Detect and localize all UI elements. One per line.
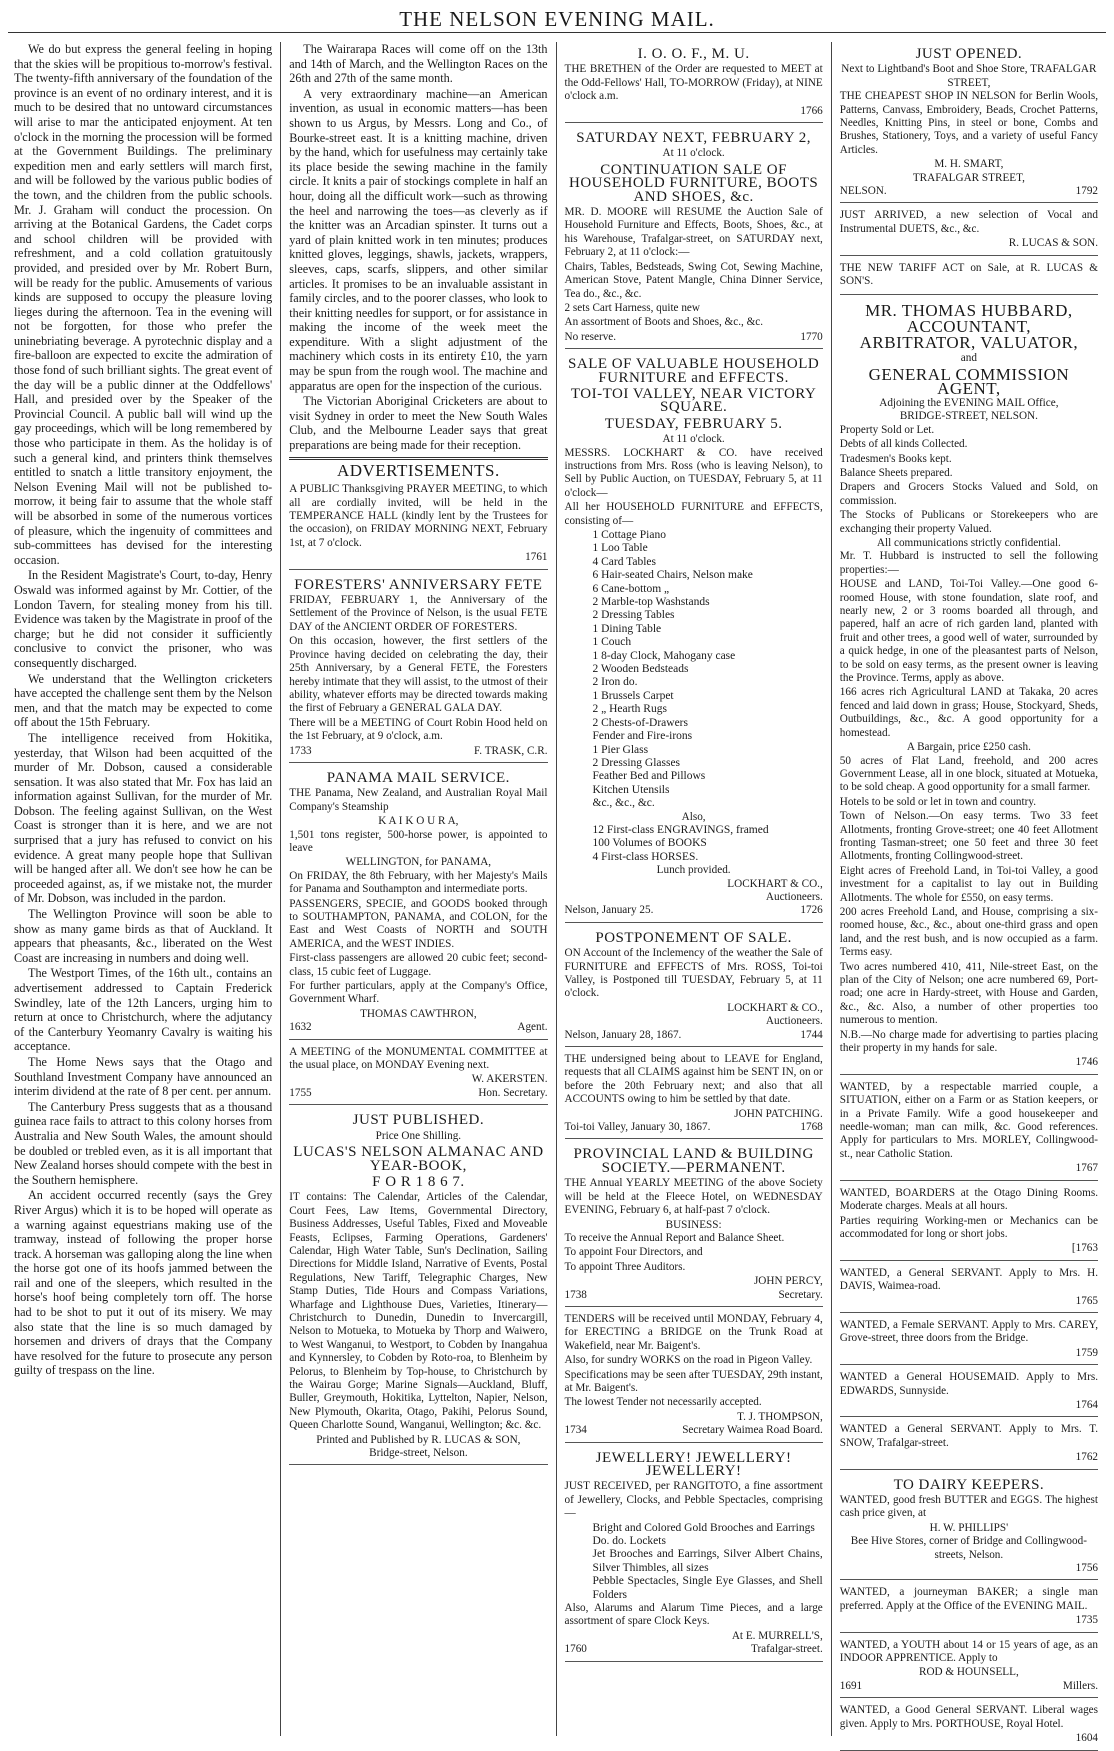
ad-number: 1768 — [800, 1121, 823, 1134]
ad-address: BRIDGE-STREET, NELSON. — [899, 410, 1038, 423]
ad-provincial-society — [565, 1142, 823, 1306]
list-item: 2 Iron do. — [592, 676, 638, 689]
ad-text: PASSENGERS, SPECIE, and GOODS booked through to SOUTHAMPTON, PANAMA, and COLON, for the East and West Coasts of NORTH and SOUTH AMERICA, and the WEST INDIES. — [289, 897, 548, 950]
ad-number: 1766 — [800, 104, 823, 117]
ad-household-sale — [565, 352, 823, 923]
list-item: &c., &c., &c. — [592, 797, 655, 810]
ad-text: WANTED, a YOUTH about 14 or 15 years of age, as an INDOOR APPRENTICE. Apply to — [839, 1638, 1098, 1665]
list-item: 2 „ Hearth Rugs — [592, 703, 667, 716]
ad-number: 1744 — [800, 1028, 823, 1041]
ad-number: 1760 — [564, 1643, 587, 1656]
list-item: Feather Bed and Pillows — [592, 770, 706, 783]
ad-text: THE NEW TARIFF ACT on Sale, at R. LUCAS & SON'S. — [839, 261, 1098, 288]
ad-role: Agent. — [517, 1021, 548, 1034]
ad-tenders — [565, 1310, 823, 1443]
ad-text: On this occasion, however, the first settlers of the Province having decided on celebrating the day, their 25th Anniversary, by a General FETE, the Foresters hereby intimate that they will assist, to the utmost of their ability, whatever efforts may be directed towards making the first of February a GENERAL GALA DAY. — [289, 635, 548, 715]
ad-subtitle: CONTINUATION SALE OF HOUSEHOLD FURNITURE, BOOTS AND SHOES, &c. — [568, 161, 819, 205]
almanac-year: F O R 1 8 6 7. — [372, 1173, 465, 1190]
ad-text: To appoint Four Directors, and — [564, 1246, 703, 1259]
service-item: Property Sold or Let. — [839, 423, 935, 436]
article-paragraph: A very extraordinary machine—an American invention, as usual in economic matters—has been shown to us Argus, by Messrs. Long and Co., of Bourke-street east. It is a knitting machine, driven by the hand, which for usefulness may certainly take its place beside the sewing machine in the family circle. It knits a pair of stockings complete in half an hour, doing all the difficult work—such as throwing the heel and narrowing the toes—as cleverly as if the knitter was an Arcadian spinster. It turns out a yard of plain knitted work in ten minutes; produces knitted gloves, leggings, shawls, jackets, wrappers, sleeves, caps, scarfs, slippers, and other similar articles. It promises to be an invaluable assistant in family circles, and to the poorer classes, who look to their knitting needles for support, or for assistance in making the income of the week meet the expenditure. With a slight adjustment of the machinery which costs in its entirety £10, the yarn may be spun from the rough wool. The machine and apparatus are open for the inspection of the curious. — [289, 86, 548, 393]
ad-title: TO DAIRY KEEPERS. — [893, 1476, 1045, 1493]
ad-text: Town of Nelson.—On easy terms. Two 33 feet Allotments, fronting Grove-street; one 40 feet Allotment fronting Tasman-street; one 50 feet and three 30 feet Allotments, fronting Collingwood-street. — [839, 810, 1098, 863]
ad-text: A Bargain, price £250 cash. — [906, 741, 1031, 754]
ad-foresters — [289, 573, 547, 763]
ad-jewellery — [565, 1446, 823, 1662]
divider — [289, 457, 547, 460]
columns — [10, 42, 1106, 1745]
ad-wanted-servant-davis — [840, 1264, 1098, 1313]
ad-number: 1746 — [1075, 1056, 1098, 1069]
ad-text: THE BRETHEN of the Order are requested to MEET at the Odd-Fellows' Hall, TO-MORROW (Friday), at NINE o'clock a.m. — [564, 63, 823, 103]
ad-text: TENDERS will be received until MONDAY, February 4, for ERECTING a BRIDGE on the Trunk Road at Wakefield, near Mr. Baigent's. — [564, 1312, 823, 1352]
ad-role: Auctioneers. — [765, 1015, 823, 1028]
ad-number: 1734 — [564, 1424, 587, 1437]
ad-text: WANTED, a General SERVANT. Apply to Mrs. H. DAVIS, Waimea-road. — [839, 1266, 1098, 1293]
ad-role: Millers. — [1062, 1679, 1098, 1692]
ad-text: Also, for sundry WORKS on the road in Pigeon Valley. — [564, 1354, 813, 1367]
ad-title: I. O. O. F., M. U. — [637, 46, 750, 62]
ad-signature: ROD & HOUNSELL, — [918, 1666, 1019, 1679]
ad-text: Chairs, Tables, Bedsteads, Swing Cot, Sewing Machine, American Stove, Patent Mangle, China Dinner Service, Tea do., &c., &c. — [564, 260, 823, 300]
list-item: Bright and Colored Gold Brooches and Earrings — [592, 1521, 815, 1534]
ad-time: At 11 o'clock. — [662, 433, 725, 446]
ad-text: MR. D. MOORE will RESUME the Auction Sale of Household Furniture and Effects, Boots, Shoes, &c., at his Warehouse, Trafalgar-street, on SATURDAY next, February 2, at 11 o'clock:— — [564, 206, 823, 259]
ad-signature: F. TRASK, C.R. — [473, 744, 548, 757]
ad-text: WANTED a General SERVANT. Apply to Mrs. T. SNOW, Trafalgar-street. — [839, 1423, 1098, 1449]
ad-almanac — [289, 1108, 547, 1465]
ad-number: 1759 — [1075, 1346, 1098, 1359]
ad-text: THE Panama, New Zealand, and Australian Royal Mail Company's Steamship — [289, 787, 548, 813]
jewellery-items — [565, 1522, 823, 1602]
sale-extra-items — [565, 824, 823, 864]
ad-ioof — [565, 42, 823, 123]
list-item: 6 Cane-bottom „ — [592, 582, 670, 595]
ad-number: 1755 — [289, 1086, 312, 1099]
ad-title: JUST OPENED. — [915, 46, 1023, 62]
ad-number: 1691 — [839, 1679, 863, 1692]
service-item: The Stocks of Publicans or Storekeepers who are exchanging their property Valued. — [839, 509, 1098, 535]
profession: ACCOUNTANT, — [906, 316, 1031, 336]
ad-signature: THOMAS CAWTHRON, — [360, 1007, 477, 1020]
ad-town: NELSON. — [839, 185, 887, 198]
ad-title: PROVINCIAL LAND & BUILDING SOCIETY.—PERMANENT. — [573, 1146, 814, 1176]
service-item: Debts of all kinds Collected. — [839, 438, 968, 451]
printer-address: Bridge-street, Nelson. — [369, 1447, 468, 1460]
service-item: Drapers and Grocers Stocks Valued and Sold, on commission. — [839, 481, 1098, 507]
ad-number: 1762 — [1075, 1451, 1098, 1464]
article-paragraph: The Wellington Province will soon be able to show as many game birds as that of Auckland. It appears that pheasants, &c., liberated on the West Coast are increasing in numbers and doing well. — [14, 907, 273, 965]
ad-date: Toi-toi Valley, January 30, 1867. — [564, 1121, 711, 1134]
ad-number: 1733 — [289, 744, 312, 757]
ad-number: 1770 — [800, 330, 823, 343]
ad-text: 50 acres of Flat Land, freehold, and 200 acres Government Lease, all in one block, situated at Motueka, to be sold cheap. A good opportunity for a small farmer. — [839, 754, 1098, 794]
ad-title: POSTPONEMENT OF SALE. — [595, 929, 792, 946]
ad-text: IT contains: The Calendar, Articles of the Calendar, Court Fees, Law Items, Governmental Directory, Business Addresses, Useful Tables, Fixed and Moveable Feasts, Eclipses, Farming Operations, Gardeners' Calendar, High Water Table, Sun's Declination, Sailing Directions for Middle Island, Narrative of Events, Postal Regulations, New Tariff, Telegraphic Charges, New Stamp Duties, Tide Hours and Compass Variations, Wharfage and Lighthouse Dues, Varieties, Itinerary—Christchurch to Dunedin, Dunedin to Invercargill, Nelson to Motueka, to Motueka by Thorp and Waiwero, to West Wanganui, to Westport, to Cobden by Inangahua and Kynnersley, to Cobden by Roto-roa, to Blenheim by Pelorus, to Blenheim by Top-house, to Christchurch by the Wairau Gorge; Marine Signals—Auckland, Bluff, Buller, Greymouth, Hokitika, Lyttelton, Napier, Nelson, New Plymouth, Okarita, Otago, Pakihi, Pelorus Sound, Queen Charlotte Sound, Wanganui, Wellington; &c. &c. — [289, 1191, 548, 1432]
ad-text: HOUSE and LAND, Toi-Toi Valley.—One good 6-roomed House, with stone foundation, slate roof, and nearly new, 2 or 3 rooms boarded all through, and papered, half an acre of rich garden land, planted with fruit and other trees, a good well of water, surrounded by a quick hedge, in one of the pleasantest parts of Nelson, to be sold on easy terms, as the present owner is leaving the Province. Terms, apply as above. — [839, 578, 1098, 685]
ad-date: TUESDAY, FEBRUARY 5. — [604, 415, 783, 432]
also-label: Also, — [681, 810, 706, 823]
ad-text: FRIDAY, FEBRUARY 1, the Anniversary of the Settlement of the Province of Nelson, is the usual FETE DAY of the ANCIENT ORDER OF FORESTERS. — [289, 594, 548, 633]
list-item: Do. do. Lockets — [592, 1535, 666, 1548]
list-item: 4 First-class HORSES. — [592, 850, 699, 863]
almanac-name: LUCAS'S NELSON ALMANAC AND YEAR-BOOK, — [293, 1144, 544, 1174]
profession: GENERAL COMMISSION AGENT, — [868, 365, 1070, 398]
destination: WELLINGTON, for PANAMA, — [345, 856, 492, 869]
ad-signature: JOHN PERCY, — [753, 1275, 823, 1288]
list-item: Kitchen Utensils — [592, 783, 670, 796]
ad-number: 1735 — [1075, 1614, 1098, 1627]
ad-postponement — [565, 926, 823, 1047]
ad-text: THE Annual YEARLY MEETING of the above Society will be held at the Fleece Hotel, on WEDNESDAY EVENING, February 6, at half-past 7 o'clock. — [564, 1177, 823, 1217]
ad-signature: R. LUCAS & SON. — [1008, 237, 1098, 250]
advertisements-header: ADVERTISEMENTS. — [336, 460, 500, 480]
ad-text: To appoint Three Auditors. — [564, 1260, 686, 1273]
ad-text: 1,501 tons register, 500-horse power, is appointed to leave — [289, 828, 548, 854]
ad-number: 1764 — [1075, 1398, 1098, 1411]
ad-text: JUST ARRIVED, a new selection of Vocal and Instrumental DUETS, &c., &c. — [839, 209, 1098, 235]
ad-signature: JOHN PATCHING. — [734, 1107, 823, 1120]
article-paragraph: In the Resident Magistrate's Court, to-day, Henry Oswald was informed against by Mr. Cottier, of the London Tavern, for stealing money from his till. Evidence was taken by the Magistrate in proof of the charge; but he did not consider it sufficiently conclusive to convict the prisoner, who was consequently discharged. — [14, 568, 273, 670]
ad-monumental-committee — [289, 1043, 547, 1106]
ad-date: Nelson, January 25. — [564, 904, 654, 917]
ad-time: At 11 o'clock. — [662, 147, 725, 160]
ad-text: To receive the Annual Report and Balance Sheet. — [564, 1231, 785, 1244]
ad-number: 1792 — [1075, 185, 1098, 198]
lunch-note: Lunch provided. — [656, 864, 731, 877]
ad-address: TRAFALGAR STREET, — [912, 171, 1025, 184]
ad-text: WANTED, a journeyman BAKER; a single man preferred. Apply at the Office of the EVENING MAIL. — [839, 1586, 1098, 1612]
ad-text: WANTED, a Female SERVANT. Apply to Mrs. CAREY, Grove-street, three doors from the Bridge. — [839, 1318, 1098, 1345]
ad-text: On FRIDAY, the 8th February, with her Majesty's Mails for Panama and Southampton and intermediate ports. — [289, 869, 548, 896]
article-paragraph: The intelligence received from Hokitika, yesterday, that Wilson had been acquitted of the murder of Mr. Dobson, caused a considerable sensation. It was also stated that Mr. Fox has laid an information against Sullivan, for the murder of Mr. Dobson. The feeling against Sullivan, on the West Coast is stronger than it is here, and we are not surprised that a jury has refused to convict on his evidence. A great many people hope that Sullivan will be hanged after all. We don't see how he can be proceeded against, as, if we mistake not, the murder of Mr. Dobson, was included in the pardon. — [14, 730, 273, 906]
ad-role: Secretary. — [778, 1288, 823, 1301]
list-item: 2 Wooden Bedsteads — [592, 663, 689, 676]
ad-wanted-good-servant — [840, 1701, 1098, 1750]
ad-text: All her HOUSEHOLD FURNITURE and EFFECTS, consisting of— — [564, 501, 823, 527]
article-paragraph: The Canterbury Press suggests that as a thousand guinea race fails to attract to this colony horses from Australia and New South Wales, the amount should be doubled or trebled even, as it is all important that New Zealand horses should compete with the best in the Southern hemisphere. — [14, 1099, 273, 1187]
ad-hubbard — [840, 298, 1098, 1075]
ad-text: WANTED, by a respectable married couple, a SITUATION, either on a Farm or as Station keepers, or in a Private Family. Wife a good housekeeper and needle-woman; man can milk, &c. Good references. Apply for particulars to Mrs. MORLEY, Collingwood-st., near Catholic Station. — [839, 1080, 1098, 1160]
ad-role: Hon. Secretary. — [478, 1086, 548, 1099]
article-paragraph: We understand that the Wellington cricketers have accepted the challenge sent them by the Nelson men, and that the match may be expected to come off about the 15th February. — [14, 671, 273, 730]
ad-signature: LOCKHART & CO., — [727, 1001, 823, 1014]
ad-price: Price One Shilling. — [375, 1129, 462, 1142]
business-label: BUSINESS: — [665, 1218, 722, 1231]
ad-prayer-meeting — [289, 480, 547, 569]
ad-text: Specifications may be seen after TUESDAY, 29th instant, at Mr. Baigent's. — [564, 1368, 823, 1394]
ad-text: For further particulars, apply at the Company's Office, Government Wharf. — [289, 980, 548, 1006]
ad-text: N.B.—No charge made for advertising to parties placing their property in my hands for sale. — [839, 1028, 1098, 1055]
ad-saturday-sale — [565, 126, 823, 349]
ad-wanted-servant-snow — [840, 1420, 1098, 1469]
ad-tariff — [840, 259, 1098, 295]
ad-wanted-servant-carey — [840, 1316, 1098, 1365]
printer-line: Printed and Published by R. LUCAS & SON, — [316, 1433, 521, 1446]
ad-text: There will be a MEETING of Court Robin Hood held on the 1st February, at 9 o'clock, a.m. — [289, 716, 548, 743]
ad-wanted-housemaid — [840, 1368, 1098, 1417]
column-2 — [280, 42, 555, 1736]
ad-leaving — [565, 1050, 823, 1139]
ad-signature: LOCKHART & CO., — [727, 877, 823, 890]
ad-title: PANAMA MAIL SERVICE. — [326, 769, 510, 786]
ad-wanted-boarders — [840, 1184, 1098, 1261]
ad-text: JUST RECEIVED, per RANGITOTO, a fine assortment of Jewellery, Clocks, and Pebble Spectacles, comprising— — [564, 1480, 823, 1520]
column-3 — [556, 42, 831, 1736]
ad-role: Auctioneers. — [765, 890, 823, 903]
ad-number: 1761 — [525, 551, 548, 564]
ad-wanted-baker — [840, 1583, 1098, 1632]
ship-name: K A I K O U R A, — [378, 815, 459, 828]
ad-wanted-situation — [840, 1078, 1098, 1181]
list-item: 2 Marble-top Washstands — [592, 596, 710, 609]
profession: ARBITRATOR, VALUATOR, — [859, 333, 1079, 353]
ad-number: 1738 — [564, 1288, 587, 1301]
ad-number: 1765 — [1075, 1294, 1098, 1307]
article-paragraph: The Westport Times, of the 16th ult., contains an advertisement addressed to Captain Frederick Swindley, late of the 12th Lancers, urging him to return at once to Christchurch, where the adjutancy of the Canterbury Yeomanry Cavalry is waiting his acceptance. — [14, 966, 273, 1054]
ad-text: Parties requiring Working-men or Mechanics can be accommodated for long or short jobs. — [839, 1214, 1098, 1240]
ad-text: Eight acres of Freehold Land, in Toi-toi Valley, a good investment for a capitalist to lay out in Building Allotments. The whole for £550, on easy terms. — [839, 864, 1098, 904]
list-item: 1 8-day Clock, Mahogany case — [592, 649, 736, 662]
confidential-note: All communications strictly confidential. — [876, 537, 1061, 549]
ad-location: Adjoining the EVENING MAIL Office, — [879, 396, 1059, 409]
list-item: 1 Brussels Carpet — [592, 689, 674, 702]
column-4 — [831, 42, 1106, 1745]
ad-text: ON Account of the Inclemency of the weather the Sale of FURNITURE and EFFECTS of Mrs. ROSS, Toi-toi Valley, is Postponed till TUESDAY, February 5, at 11 o'clock. — [564, 947, 823, 1000]
ad-number: [1763 — [1071, 1242, 1098, 1255]
ad-title: JEWELLERY! JEWELLERY! JEWELLERY! — [595, 1449, 792, 1479]
masthead: THE NELSON EVENING MAIL. — [8, 6, 1106, 33]
ad-number: 1726 — [800, 904, 823, 917]
list-item: 4 Card Tables — [592, 555, 656, 568]
ad-panama-mail — [289, 766, 547, 1040]
ad-dairy-keepers — [840, 1473, 1098, 1581]
list-item: Jet Brooches and Earrings, Silver Albert Chains, Silver Thimbles, all sizes — [592, 1548, 823, 1574]
ad-number: 1632 — [289, 1021, 312, 1034]
list-item: 1 Pier Glass — [592, 743, 649, 756]
ad-number: 1604 — [1075, 1732, 1098, 1745]
list-item: 12 First-class ENGRAVINGS, framed — [592, 823, 769, 836]
article-paragraph: The Victorian Aboriginal Cricketers are about to visit Sydney in order to meet the New South Wales Club, and the Melbourne Leader says that great preparations are being made for their reception. — [289, 394, 548, 453]
ad-signature: At E. MURRELL'S, — [731, 1629, 823, 1642]
column-1 — [10, 42, 280, 1736]
ad-title: FORESTERS' ANNIVERSARY FETE — [294, 576, 543, 593]
ad-just-opened — [840, 42, 1098, 203]
ad-signature: H. W. PHILLIPS' — [929, 1521, 1009, 1534]
ad-signature: M. H. SMART, — [934, 158, 1004, 171]
ad-text: THE CHEAPEST SHOP IN NELSON for Berlin Wools, Patterns, Canvass, Embroidery, Beads, Crochet Patterns, Needles, Knitting Pins, in steel or bone, Combs and Brushes, Stationery, Toys, and a variety of useful Fancy Articles. — [839, 90, 1098, 156]
list-item: 1 Loo Table — [592, 542, 648, 555]
ad-wanted-youth — [840, 1636, 1098, 1699]
ad-text: 2 sets Cart Harness, quite new — [564, 301, 700, 314]
ad-text: Also, Alarums and Alarum Time Pieces, and a large assortment of spare Clock Keys. — [564, 1602, 823, 1628]
list-item: 1 Couch — [592, 636, 632, 649]
ad-title: JUST PUBLISHED. — [352, 1112, 485, 1129]
ad-title: SALE OF VALUABLE HOUSEHOLD FURNITURE and EFFECTS. — [568, 356, 820, 386]
ad-text: Next to Lightband's Boot and Shoe Store, TRAFALGAR STREET, — [841, 63, 1097, 89]
list-item: 2 Chests-of-Drawers — [592, 716, 688, 729]
ad-text: Hotels to be sold or let in town and country. — [839, 795, 1037, 808]
list-item: Fender and Fire-irons — [592, 730, 693, 743]
ad-text: An assortment of Boots and Shoes, &c., &c. — [564, 316, 764, 329]
list-item: 1 Cottage Piano — [592, 529, 666, 541]
list-item: 1 Dining Table — [592, 622, 662, 635]
ad-text: WANTED, good fresh BUTTER and EGGS. The highest cash price given, at — [839, 1494, 1098, 1520]
ad-text: WANTED a General HOUSEMAID. Apply to Mrs. EDWARDS, Sunnyside. — [839, 1371, 1098, 1397]
sale-items — [565, 529, 823, 811]
ad-place: TOI-TOI VALLEY, NEAR VICTORY SQUARE. — [570, 385, 817, 416]
ad-address: Trafalgar-street. — [751, 1643, 823, 1656]
article-paragraph: An accident occurred recently (says the Grey River Argus) which it is to be hoped will operate as a warning against equestrians making use of the tramway, instead of following the proper horse track. A horseman was galloping along the line when the horse got one of its hoofs jammed between the rail and one of the sleepers, which resulted in the horse's hoof being completely torn off. The horse had to be shot to put it out of its misery. We may also state that the line is so much damaged by horsemen and drivers of drays that the Company have resolved for the future to prosecute any person guilty of trespass on the line. — [14, 1188, 273, 1378]
ad-just-arrived — [840, 206, 1098, 255]
service-item: Balance Sheets prepared. — [839, 466, 953, 479]
ad-text: A MEETING of the MONUMENTAL COMMITTEE at the usual place, on MONDAY Evening next. — [289, 1045, 548, 1072]
ad-address: Bee Hive Stores, corner of Bridge and Collingwood-streets, Nelson. — [850, 1535, 1087, 1561]
ad-signature: W. AKERSTEN. — [471, 1073, 548, 1086]
ad-number: 1767 — [1075, 1162, 1098, 1175]
no-reserve: No reserve. — [564, 330, 617, 343]
ad-title: SATURDAY NEXT, FEBRUARY 2, — [576, 130, 812, 147]
ad-text: Two acres numbered 410, 411, Nile-street East, on the plan of the City of Nelson; one acre numbered 69, Port-road; one acre in Hardy-street, with House and Garden, &c., &c. Also, a number of other properties too numerous to mention. — [839, 960, 1098, 1027]
ad-text: THE undersigned being about to LEAVE for England, requests that all CLAIMS against him be SENT IN, on or before the 20th February next; and also that all ACCOUNTS owing to him be settled by that date. — [564, 1053, 823, 1106]
ad-text: A PUBLIC Thanksgiving PRAYER MEETING, to which all are cordially invited, will be held in the TEMPERANCE HALL (kindly lent by the Trustees for the occasion), on FRIDAY MORNING NEXT, February 1st, at 7 o'clock. — [289, 483, 548, 549]
ad-text: WANTED, a Good General SERVANT. Liberal wages given. Apply to Mrs. PORTHOUSE, Royal Hotel. — [839, 1704, 1098, 1730]
article-paragraph: The Wairarapa Races will come off on the 13th and 14th of March, and the Wellington Races on the 26th and 27th of the same month. — [289, 42, 548, 86]
ad-text: WANTED, BOARDERS at the Otago Dining Rooms. Moderate charges. Meals at all hours. — [839, 1186, 1098, 1213]
ad-text: 200 acres Freehold Land, and House, comprising a six-roomed house, &c., &c., about one-third grass and open land, and the rest bush, and is now occupied as a farm. Terms easy. — [839, 905, 1098, 959]
conjunction: and — [960, 351, 977, 364]
list-item: 100 Volumes of BOOKS — [592, 837, 707, 850]
ad-signature: T. J. THOMPSON, — [737, 1410, 823, 1423]
list-item: 6 Hair-seated Chairs, Nelson make — [592, 569, 753, 582]
list-item: 2 Dressing Glasses — [592, 756, 681, 769]
ad-text: First-class passengers are allowed 20 cubic feet; second-class, 15 cubic feet of Luggage. — [289, 952, 548, 978]
list-item: 2 Dressing Tables — [592, 609, 675, 622]
list-item: Pebble Spectacles, Single Eye Glasses, and Shell Folders — [592, 1575, 823, 1601]
ad-text: MESSRS. LOCKHART & CO. have received instructions from Mrs. Ross (who is leaving Nelson), to Sell by Public Auction, on TUESDAY, February 5, at 11 o'clock— — [564, 446, 823, 499]
ad-role: Secretary Waimea Road Board. — [682, 1424, 823, 1437]
article-paragraph: The Home News says that the Otago and Southland Investment Company have announced an interim dividend at the rate of 8 per cent. per annum. — [14, 1054, 273, 1099]
article-paragraph: We do but express the general feeling in hoping that the skies will be propitious to-morrow's festival. The twenty-fifth anniversary of the foundation of the province is an event of no ordinary interest, and it is much to be desired that no untoward circumstances will arise to mar the anticipated enjoyment. At ten o'clock in the morning the procession will be formed at the Government Buildings. The preliminary expedition men and early settlers will march first, and will be followed by the various public bodies of the town, and the children from the public schools. Mr. J. Graham will conduct the procession. On arriving at the Botanical Gardens, the Cadet corps and school children will be provided with refreshment, and a cold collation gratuitously provided, and presided over by Mr. Robert Burn, will be ready for the public. Amusements of various kinds are supposed to occupy the pleasure loving lieges during the afternoon. Tea in the evening will not be forgotten, for those who prefer the uninebriating beverage. A pyrotechnic display and a fire-balloon are expected to excite the admiration of those fond of such brilliant sights. The great event of the day will be a public dinner at the Oddfellows' Hall, and presided over by the Speaker of the Provincial Council. A public ball will wind up the gay proceedings, which will be long remembered by those who participate in them. As the holiday is of such a general kind, and printers think themselves entitled to snatch a little transitory enjoyment, the Nelson Evening Mail will not be published to-morrow, it being fair to assume that the whole staff will be absorbed in some of the numerous vortices of pleasure, which the ingenuity of committees and sub-committees has devised for the interesting occasion. — [14, 42, 273, 567]
ad-text: 166 acres rich Agricultural LAND at Takaka, 20 acres fenced and laid down in grass; House, Stockyard, Sheds, Outbuildings, &c., &c. A good opportunity for a homestead. — [839, 686, 1098, 739]
ad-date: Nelson, January 28, 1867. — [564, 1028, 682, 1041]
ad-text: The lowest Tender not necessarily accepted. — [564, 1396, 762, 1409]
ad-number: 1756 — [1075, 1562, 1098, 1575]
service-item: Tradesmen's Books kept. — [839, 452, 952, 465]
ad-title: MR. THOMAS HUBBARD, — [865, 300, 1073, 320]
ad-text: Mr. T. Hubbard is instructed to sell the following properties:— — [839, 550, 1098, 576]
